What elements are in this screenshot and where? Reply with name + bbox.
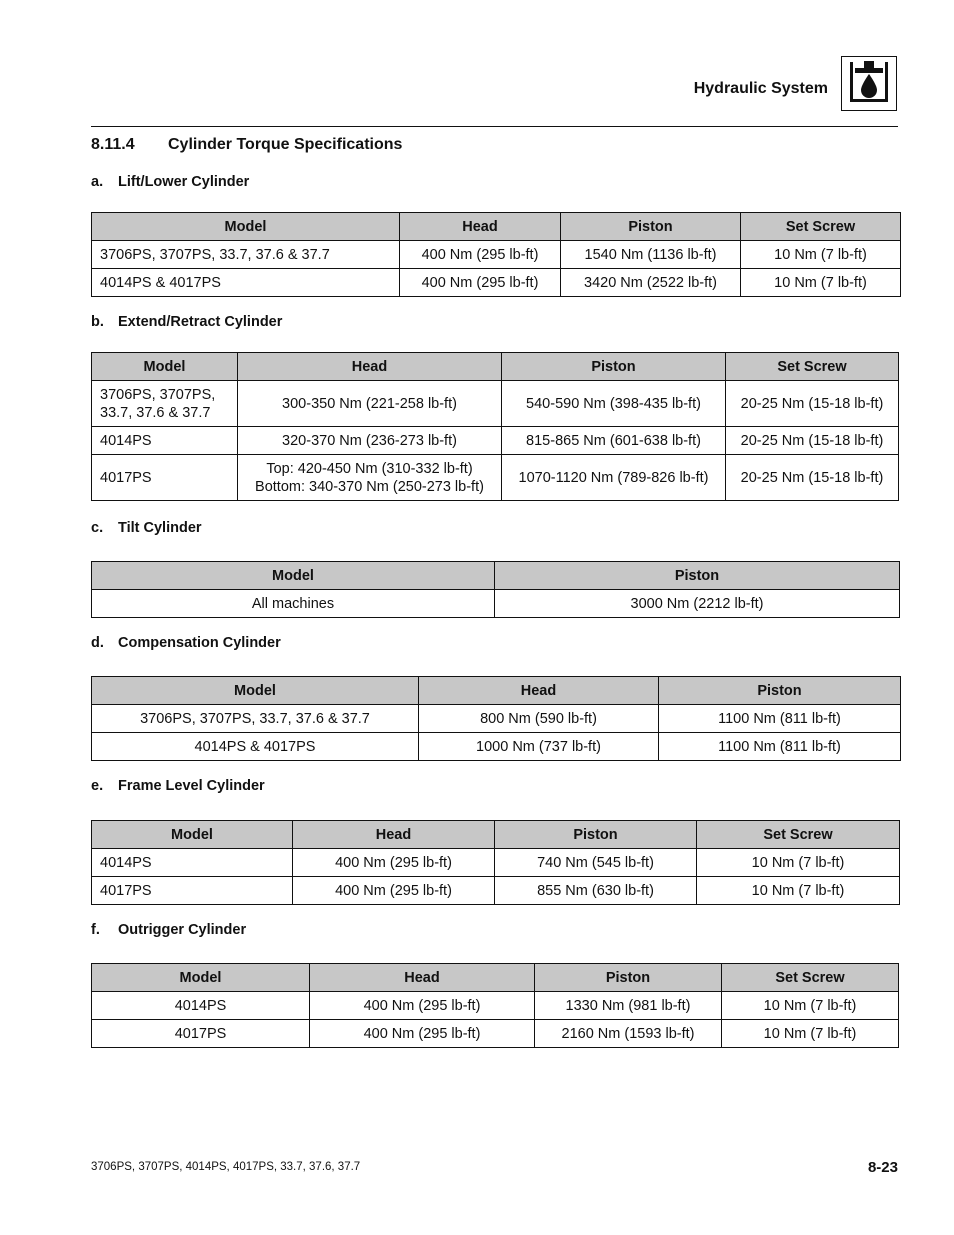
subsection-title: Outrigger Cylinder bbox=[118, 922, 247, 938]
table-cell: 400 Nm (295 lb-ft) bbox=[310, 992, 535, 1020]
footer-models: 3706PS, 3707PS, 4014PS, 4017PS, 33.7, 37.6, 37.7 bbox=[91, 1161, 361, 1173]
subsection-title: Tilt Cylinder bbox=[118, 520, 202, 536]
table-cell bbox=[92, 381, 238, 427]
table-cell: 1000 Nm (737 lb-ft) bbox=[419, 733, 659, 761]
column-header: Model bbox=[92, 677, 419, 705]
column-header: Piston bbox=[495, 562, 900, 590]
hydraulic-fluid-icon bbox=[841, 56, 897, 111]
table-cell: 540-590 Nm (398-435 lb-ft) bbox=[502, 381, 726, 427]
model-line: 3706PS, 3707PS, bbox=[100, 386, 216, 403]
extend-retract-table bbox=[91, 352, 899, 501]
column-header: Piston bbox=[502, 353, 726, 381]
table-cell: 400 Nm (295 lb-ft) bbox=[293, 877, 495, 905]
outrigger-table bbox=[91, 963, 899, 1048]
subsection-letter: e. bbox=[91, 778, 104, 794]
table-row bbox=[92, 455, 899, 501]
compensation-table bbox=[91, 676, 901, 761]
table-row bbox=[92, 877, 900, 905]
table-cell: 20-25 Nm (15-18 lb-ft) bbox=[726, 381, 899, 427]
subsection-letter: b. bbox=[91, 314, 104, 330]
subsection-letter: f. bbox=[91, 922, 100, 938]
table-header-row bbox=[92, 353, 899, 381]
table-cell: 20-25 Nm (15-18 lb-ft) bbox=[726, 427, 899, 455]
frame-level-table bbox=[91, 820, 900, 905]
model-line: 33.7, 37.6 & 37.7 bbox=[100, 404, 211, 421]
head-line: Bottom: 340-370 Nm (250-273 lb-ft) bbox=[255, 478, 484, 495]
column-header: Head bbox=[293, 821, 495, 849]
table-cell: 10 Nm (7 lb-ft) bbox=[697, 849, 900, 877]
lift-lower-table bbox=[91, 212, 901, 297]
subsection-letter: a. bbox=[91, 174, 104, 190]
table-header-row bbox=[92, 677, 901, 705]
table-cell: 10 Nm (7 lb-ft) bbox=[741, 269, 901, 297]
table-cell: 10 Nm (7 lb-ft) bbox=[722, 992, 899, 1020]
table-cell: 4014PS & 4017PS bbox=[92, 733, 419, 761]
column-header: Model bbox=[92, 213, 400, 241]
section-heading bbox=[91, 136, 402, 154]
page-header-title: Hydraulic System bbox=[693, 80, 828, 97]
column-header: Piston bbox=[561, 213, 741, 241]
column-header: Model bbox=[92, 964, 310, 992]
table-cell: 740 Nm (545 lb-ft) bbox=[495, 849, 697, 877]
table-row bbox=[92, 733, 901, 761]
table-row bbox=[92, 269, 901, 297]
table-header-row bbox=[92, 213, 901, 241]
table-cell: 4014PS bbox=[92, 427, 238, 455]
table-cell: 4017PS bbox=[92, 877, 293, 905]
table-cell: 400 Nm (295 lb-ft) bbox=[293, 849, 495, 877]
table-cell: 800 Nm (590 lb-ft) bbox=[419, 705, 659, 733]
table-cell: 3706PS, 3707PS, 33.7, 37.6 & 37.7 bbox=[92, 241, 400, 269]
table-row bbox=[92, 427, 899, 455]
column-header: Model bbox=[92, 821, 293, 849]
table-cell: 4014PS bbox=[92, 849, 293, 877]
table-cell: All machines bbox=[92, 590, 495, 618]
subsection-title: Compensation Cylinder bbox=[118, 635, 281, 651]
table-row bbox=[92, 381, 899, 427]
table-cell: 10 Nm (7 lb-ft) bbox=[697, 877, 900, 905]
table-cell: 400 Nm (295 lb-ft) bbox=[400, 269, 561, 297]
table-cell: 4017PS bbox=[92, 455, 238, 501]
table-cell: 855 Nm (630 lb-ft) bbox=[495, 877, 697, 905]
lift-lower-heading bbox=[91, 174, 249, 190]
table-cell: 400 Nm (295 lb-ft) bbox=[310, 1020, 535, 1048]
table-header-row bbox=[92, 562, 900, 590]
column-header: Head bbox=[310, 964, 535, 992]
tilt-table bbox=[91, 561, 900, 618]
table-row bbox=[92, 705, 901, 733]
column-header: Piston bbox=[659, 677, 901, 705]
table-cell: 4014PS bbox=[92, 992, 310, 1020]
table-row bbox=[92, 992, 899, 1020]
table-row bbox=[92, 590, 900, 618]
column-header: Set Screw bbox=[741, 213, 901, 241]
column-header: Set Screw bbox=[722, 964, 899, 992]
table-cell: 1100 Nm (811 lb-ft) bbox=[659, 705, 901, 733]
outrigger-heading bbox=[91, 922, 246, 938]
table-row bbox=[92, 241, 901, 269]
frame-level-heading bbox=[91, 778, 265, 794]
table-cell: 10 Nm (7 lb-ft) bbox=[722, 1020, 899, 1048]
head-line: Top: 420-450 Nm (310-332 lb-ft) bbox=[266, 460, 473, 477]
table-cell: 10 Nm (7 lb-ft) bbox=[741, 241, 901, 269]
column-header: Piston bbox=[495, 821, 697, 849]
subsection-title: Extend/Retract Cylinder bbox=[118, 314, 283, 330]
subsection-title: Lift/Lower Cylinder bbox=[118, 174, 250, 190]
column-header: Set Screw bbox=[697, 821, 900, 849]
section-title: Cylinder Torque Specifications bbox=[168, 136, 403, 153]
table-row bbox=[92, 1020, 899, 1048]
table-cell: 1070-1120 Nm (789-826 lb-ft) bbox=[502, 455, 726, 501]
table-cell: 1330 Nm (981 lb-ft) bbox=[535, 992, 722, 1020]
table-cell: 4017PS bbox=[92, 1020, 310, 1048]
table-cell bbox=[238, 455, 502, 501]
column-header: Model bbox=[92, 353, 238, 381]
extend-retract-heading bbox=[91, 314, 282, 330]
column-header: Model bbox=[92, 562, 495, 590]
table-cell: 3420 Nm (2522 lb-ft) bbox=[561, 269, 741, 297]
table-cell: 300-350 Nm (221-258 lb-ft) bbox=[238, 381, 502, 427]
subsection-letter: c. bbox=[91, 520, 104, 536]
column-header: Piston bbox=[535, 964, 722, 992]
table-header-row bbox=[92, 821, 900, 849]
table-cell: 400 Nm (295 lb-ft) bbox=[400, 241, 561, 269]
column-header: Set Screw bbox=[726, 353, 899, 381]
table-cell: 3000 Nm (2212 lb-ft) bbox=[495, 590, 900, 618]
column-header: Head bbox=[400, 213, 561, 241]
column-header: Head bbox=[238, 353, 502, 381]
compensation-heading bbox=[91, 635, 281, 651]
page-number: 8-23 bbox=[867, 1159, 898, 1176]
table-cell: 2160 Nm (1593 lb-ft) bbox=[535, 1020, 722, 1048]
subsection-letter: d. bbox=[91, 635, 104, 651]
section-number: 8.11.4 bbox=[91, 136, 135, 153]
table-row bbox=[92, 849, 900, 877]
subsection-title: Frame Level Cylinder bbox=[118, 778, 265, 794]
table-cell: 1540 Nm (1136 lb-ft) bbox=[561, 241, 741, 269]
tilt-heading bbox=[91, 520, 202, 536]
header-divider bbox=[91, 126, 898, 127]
table-cell: 320-370 Nm (236-273 lb-ft) bbox=[238, 427, 502, 455]
column-header: Head bbox=[419, 677, 659, 705]
table-cell: 20-25 Nm (15-18 lb-ft) bbox=[726, 455, 899, 501]
table-cell: 1100 Nm (811 lb-ft) bbox=[659, 733, 901, 761]
table-cell: 3706PS, 3707PS, 33.7, 37.6 & 37.7 bbox=[92, 705, 419, 733]
table-cell: 815-865 Nm (601-638 lb-ft) bbox=[502, 427, 726, 455]
table-cell: 4014PS & 4017PS bbox=[92, 269, 400, 297]
table-header-row bbox=[92, 964, 899, 992]
